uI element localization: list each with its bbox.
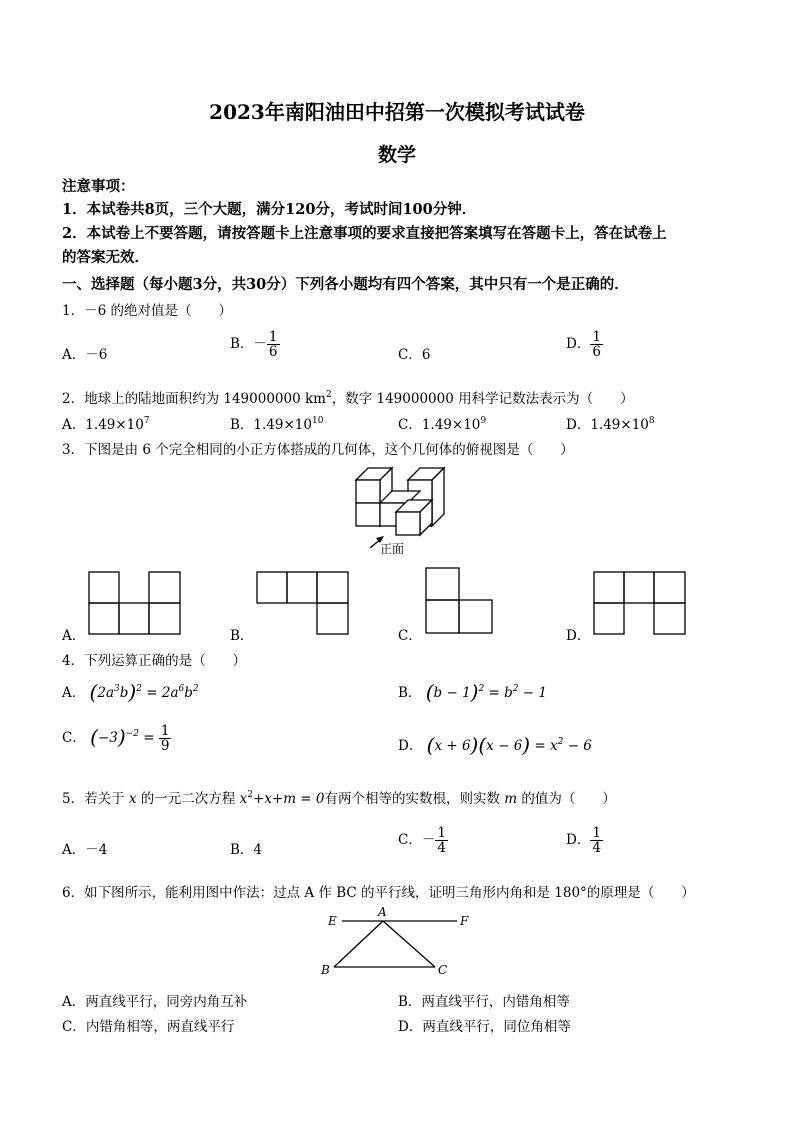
q2-stem-sup: 2 [325,390,332,400]
grid-cell [654,572,685,603]
q6-stem: 6．如下图所示，能利用图中作法：过点 A 作 BC 的平行线，证明三角形内角和是 180°的原理是（ ） [62,885,695,901]
grid-cell [287,572,317,603]
q5-option-c [398,826,448,855]
q1-option-b-prefix: B．－ [230,336,267,353]
q3-option-a-figure [88,571,183,635]
section1-heading: 一、选择题（每小题3分，共30分）下列各小题均有四个答案，其中只有一个是正确的． [62,276,629,293]
q1-option-d-num: 1 [592,329,601,345]
q5-option-d [566,826,603,855]
q2-option-c-exp: 9 [480,416,487,426]
q5-stem-x: x [128,791,137,807]
q5-stem-eq2: +x+m = 0 [252,791,325,807]
q5-stem-eq: x [239,791,248,807]
q2-option-d-text: D．1.49×10 [566,417,649,433]
q4-stem: 4．下列运算正确的是（ ） [62,653,247,669]
q2-option-b-text: B．1.49×10 [230,417,312,433]
q6-option-a: A．两直线平行，同旁内角互补 [62,994,248,1010]
q1-option-d-prefix: D． [566,336,591,353]
q4-option-d-expr: $(x + 6)(x - 6) = x^2 - 6$ [426,733,592,757]
q6-option-c: C．内错角相等，两直线平行 [62,1019,235,1035]
q5-stem: 5．若关于 x 的一元二次方程 $x^2+x+m = 0$有两个相等的实数根，则实数 m 的值为（ ） [62,790,616,807]
q1-option-d-den: 6 [592,344,601,361]
q3-option-a-label: A． [62,628,86,644]
notice-item-2-line1: 2．本试卷上不要答题，请按答题卡上注意事项的要求直接把答案填写在答题卡上，答在试卷上 [62,225,667,242]
q4-option-c-label: C． [62,730,86,747]
q5-option-d-num: 1 [592,825,601,841]
grid-cell [89,603,119,634]
q1-option-a: A．－6 [62,347,108,363]
q4-option-a-label: A． [62,685,86,701]
notice-heading: 注意事项： [62,178,135,195]
q5-stem-pre: 5．若关于 [62,791,129,807]
q1-option-c: C．6 [398,347,431,363]
q2-option-a [62,413,150,433]
grid-cell [257,572,287,603]
q6-triangle-figure [320,905,480,980]
q1-stem: 1．－6 的绝对值是（ ） [62,303,232,319]
front-label: 正面 [380,542,405,556]
q1-option-b-num: 1 [268,329,278,345]
grid-cell [317,603,348,634]
side-ac [383,921,435,967]
q4-option-a-expr: $(2a^3b)^2 = 2a^6b^2$ [89,680,199,704]
q5-option-c-prefix: C．－ [398,832,436,849]
q3-stem: 3．下图是由 6 个完全相同的小正方体搭成的几何体，这个几何体的俯视图是（ ） [62,442,574,458]
q5-stem-end: 的值为（ ） [517,791,616,807]
q6-option-b: B．两直线平行，内错角相等 [398,994,570,1010]
q6-option-d: D．两直线平行，同位角相等 [398,1019,571,1035]
q3-option-c-figure [425,567,495,635]
label-a: A [378,905,387,919]
q2-stem [62,387,634,407]
q5-option-b: B．4 [230,842,263,858]
q5-stem-m: m [504,791,518,807]
q4-option-b-label: B． [398,685,422,701]
grid-cell [426,600,459,633]
q3-option-d-figure [593,571,688,635]
grid-cell [149,603,180,634]
cube-face [356,503,380,526]
q2-option-d [566,413,655,433]
q2-option-c-text: C．1.49×10 [398,417,481,433]
q5-option-d-den: 4 [592,840,601,857]
grid-cell [624,572,654,603]
grid-cell [594,603,624,634]
q5-option-c-den: 4 [437,840,446,857]
q4-option-c [62,724,171,753]
grid-cell [459,600,492,633]
label-f: F [460,914,469,928]
q3-option-b-label: B． [230,628,254,644]
q1-option-b-den: 6 [268,344,278,361]
grid-cell [317,572,348,603]
label-e: E [328,914,337,928]
q2-stem-pre: 2．地球上的陆地面积约为 149000000 km [62,391,326,407]
grid-cell [426,568,459,600]
label-c: C [438,963,448,977]
subject-title: 数学 [377,144,416,166]
q2-option-a-exp: 7 [143,416,150,426]
q1-option-d [566,330,603,359]
q5-option-d-prefix: D． [566,832,591,849]
q2-stem-post: ，数字 149000000 用科学记数法表示为（ ） [331,391,634,407]
q4-option-a [62,680,199,704]
q4-option-b-expr: $(b - 1)^2 = b^2 - 1$ [425,680,547,704]
q5-stem-mid: 的一元二次方程 [136,791,240,807]
q4-option-c-expr: $(-3)^{-2}$ = $\frac{1}{9}$ [90,723,170,755]
notice-item-2-line2: 的答案无效． [62,249,149,266]
grid-cell [654,603,685,634]
grid-cell [594,572,624,603]
q3-option-d-label: D． [566,628,591,644]
q3-option-c-label: C． [398,628,422,644]
cube-face [396,512,420,535]
q4-option-d-label: D． [398,738,423,754]
cube-face [356,480,380,503]
grid-cell [149,572,180,603]
grid-cell [89,572,119,603]
exam-title: 2023年南阳油田中招第一次模拟考试试卷 [209,100,585,124]
q5-stem-post: 有两个相等的实数根，则实数 [324,791,505,807]
q5-option-a: A．－4 [62,842,108,858]
q2-option-b-exp: 10 [311,416,324,426]
q2-option-b [230,413,323,433]
q1-option-b [230,330,280,359]
side-ab [334,921,383,967]
q2-option-a-text: A．1.49×10 [62,417,144,433]
notice-item-1: 1．本试卷共8页，三个大题，满分120分，考试时间100分钟． [62,201,477,218]
q2-option-d-exp: 8 [648,416,655,426]
q4-option-b [398,680,547,704]
label-b: B [321,963,330,977]
q2-option-c [398,413,486,433]
q4-option-d [398,733,592,757]
grid-cell [119,603,149,634]
q5-option-c-num: 1 [437,825,446,841]
q3-option-b-figure [256,571,351,635]
